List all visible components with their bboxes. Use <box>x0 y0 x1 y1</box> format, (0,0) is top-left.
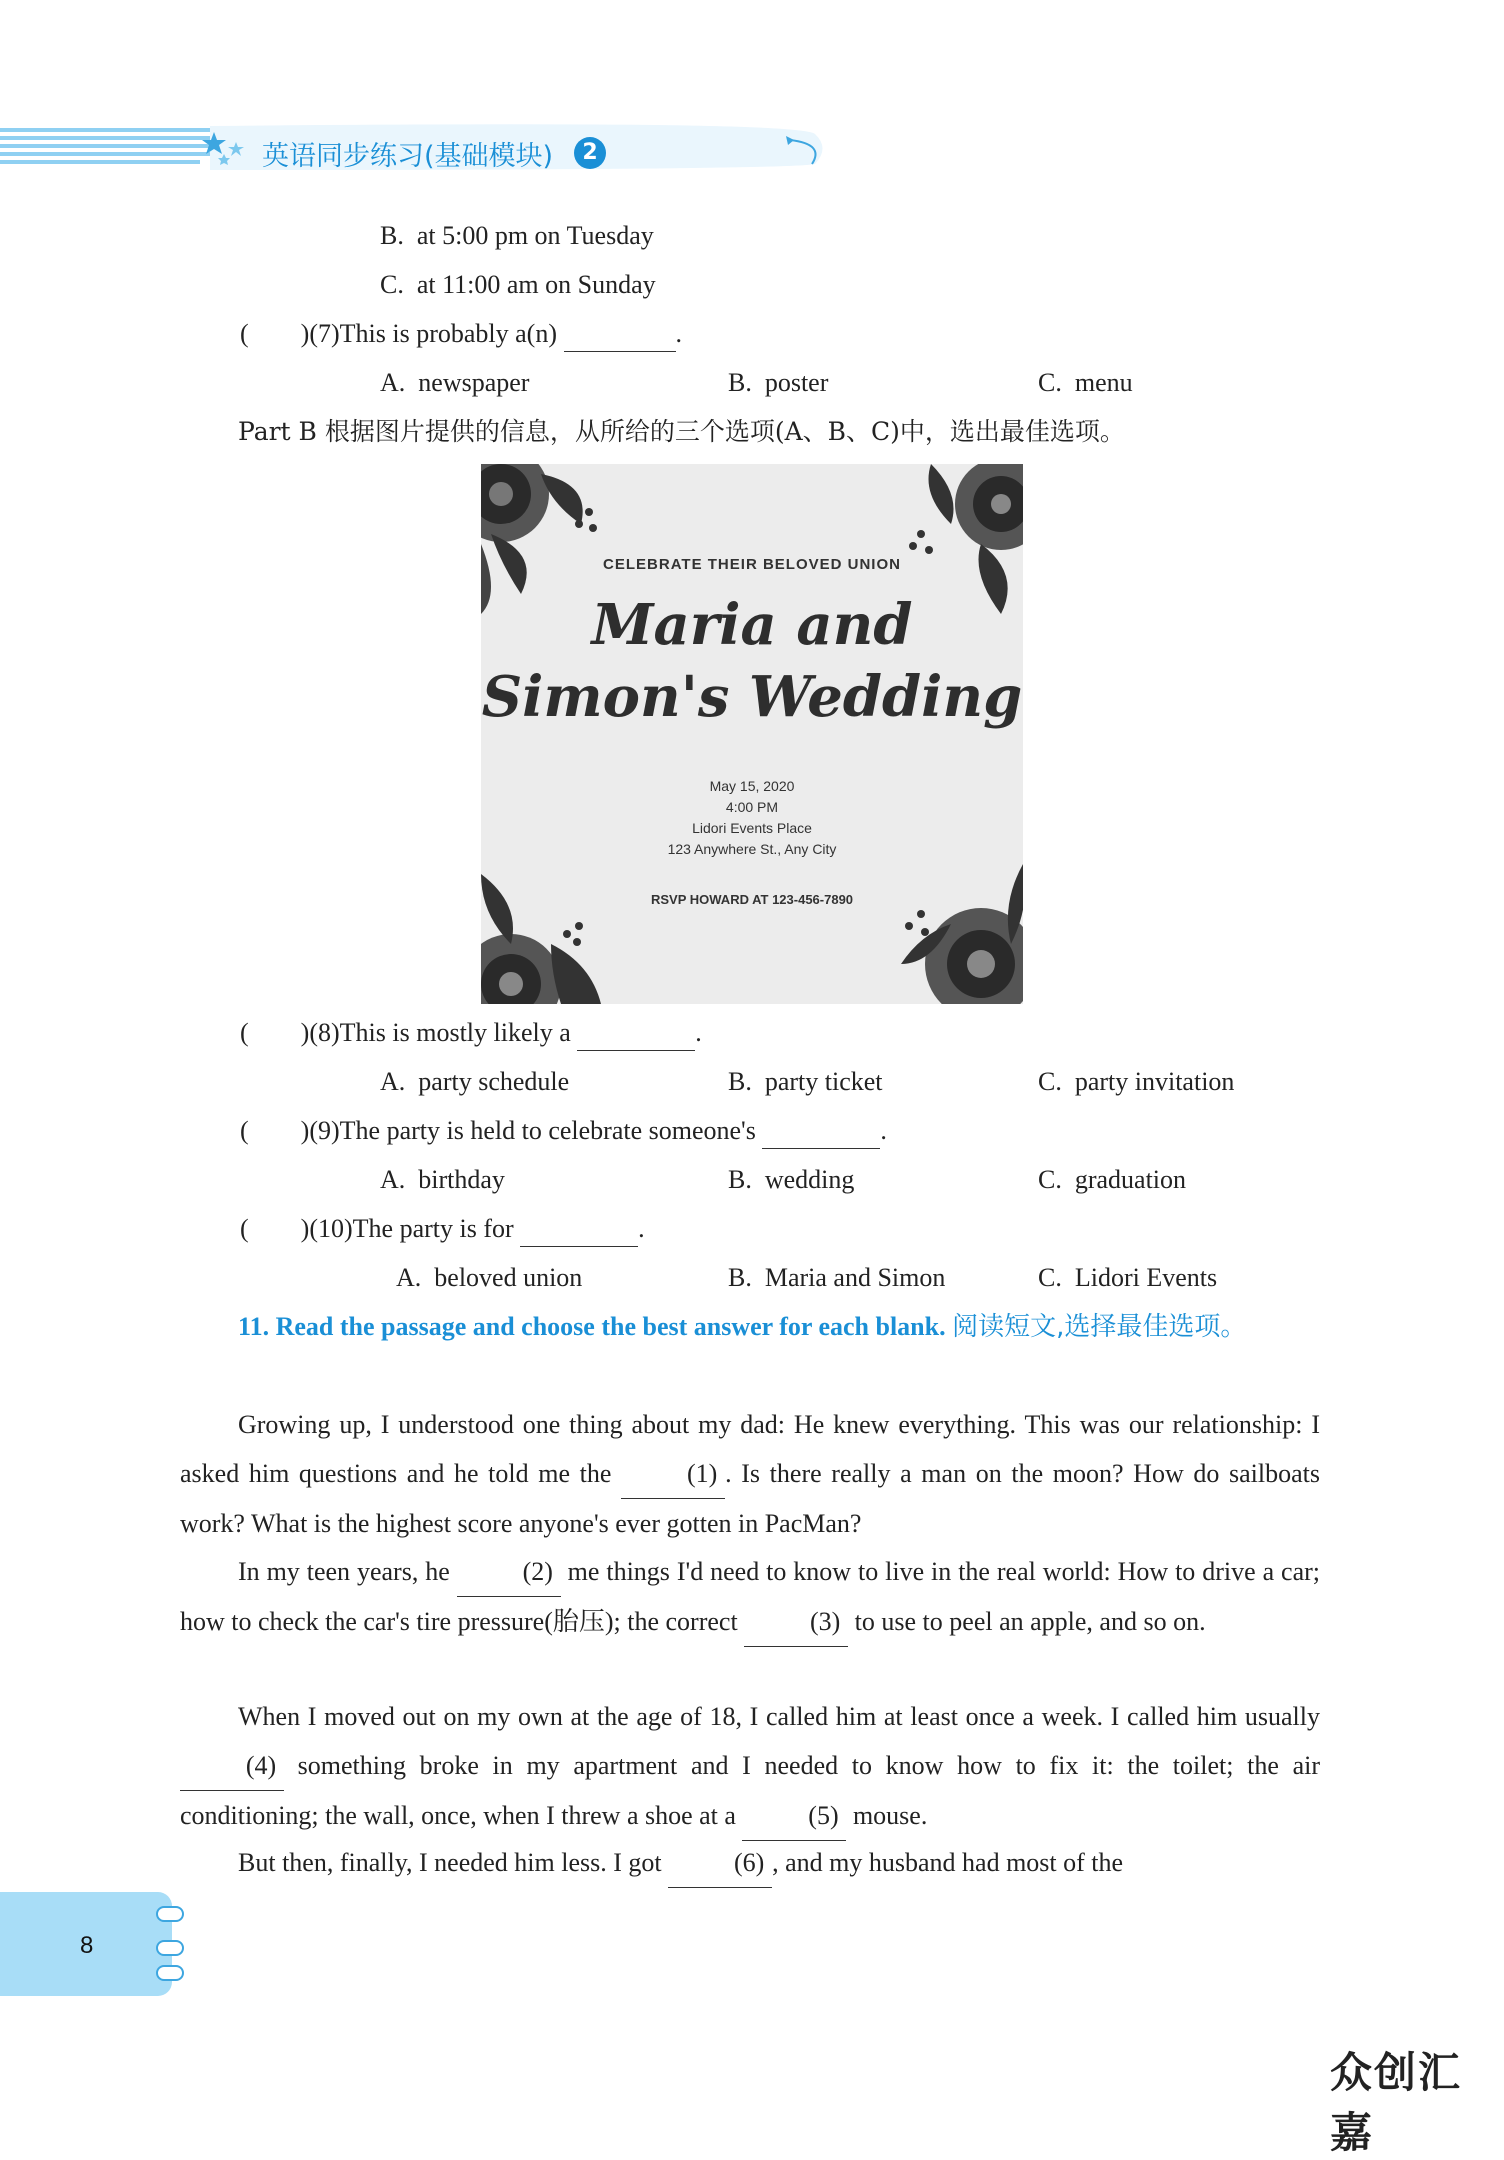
watermark: 众创汇嘉 <box>1330 2048 1463 2157</box>
binder-ring-icon <box>156 1965 184 1981</box>
floral-decoration <box>481 464 1023 1004</box>
blank-5: (5) <box>742 1791 846 1841</box>
passage-paragraph-3: When I moved out on my own at the age of 18, I called him at least once a week. I called him usually (4) something broke in my apartment and I needed to know how to fix it: the toilet; the air conditioning; the wall, once, when I threw a shoe at a (5) mouse. <box>180 1692 1320 1841</box>
binder-ring-icon <box>156 1940 184 1956</box>
q8-option-c: C. party invitation <box>1038 1067 1235 1096</box>
part-b-instruction: Part B 根据图片提供的信息，从所给的三个选项(A、B、C)中，选出最佳选项。 <box>238 417 1125 446</box>
answer-paren: ( ) <box>240 1116 310 1145</box>
answer-paren: ( ) <box>240 319 310 348</box>
wedding-invitation-image <box>481 464 1023 1004</box>
blank-3: (3) <box>744 1597 848 1647</box>
question-number: (10) <box>309 1214 353 1243</box>
question-text: The party is for <box>352 1214 514 1243</box>
question-text: This is probably a(n) <box>339 319 557 348</box>
invitation-heading: CELEBRATE THEIR BELOVED UNION <box>603 556 901 573</box>
question-8: ( )(8)This is mostly likely a . <box>240 1016 702 1051</box>
q9-option-b: B. wedding <box>728 1165 855 1194</box>
page-number: 8 <box>80 1932 94 1959</box>
passage-paragraph-1: Growing up, I understood one thing about my dad: He knew everything. This was our relationship: I asked him questions and he told me the (1) . Is there really a man on the moon? How do sailboats work? What is the highest score anyone's ever gotten in PacMan? <box>180 1410 1321 1538</box>
blank-2: (2) <box>457 1547 561 1597</box>
question-number: (8) <box>309 1018 340 1047</box>
question-9: ( )(9)The party is held to celebrate someone's . <box>240 1114 887 1149</box>
section-instruction-zh: 阅读短文,选择最佳选项。 <box>952 1312 1247 1342</box>
question-text: This is mostly likely a <box>339 1018 571 1047</box>
q7-option-b: B. poster <box>728 368 829 397</box>
q9-option-a: A. birthday <box>380 1165 505 1194</box>
question-10: ( )(10)The party is for . <box>240 1212 645 1247</box>
q8-option-a: A. party schedule <box>380 1067 570 1096</box>
option-b-prev: B. at 5:00 pm on Tuesday <box>380 221 654 250</box>
invitation-names-line2: Simon's Wedding <box>481 664 1023 730</box>
binder-ring-icon <box>156 1906 184 1922</box>
invitation-names-line1: Maria and <box>591 592 913 658</box>
invitation-place: Lidori Events Place <box>692 820 812 836</box>
star-icon <box>200 128 250 168</box>
answer-paren: ( ) <box>240 1214 310 1243</box>
answer-paren: ( ) <box>240 1018 310 1047</box>
q10-option-c: C. Lidori Events <box>1038 1263 1218 1292</box>
q10-option-a: A. beloved union <box>396 1263 583 1292</box>
invitation-address: 123 Anywhere St., Any City <box>667 841 837 857</box>
section-number: 11. <box>238 1312 270 1341</box>
question-7: ( )(7)This is probably a(n) . <box>240 317 682 352</box>
question-number: (7) <box>309 319 340 348</box>
q9-option-c: C. graduation <box>1038 1165 1187 1194</box>
section-11-instruction <box>180 1302 1320 1352</box>
volume-badge: 2 <box>574 137 606 169</box>
passage-paragraph-2: In my teen years, he (2) me things I'd need to know to live in the real world: How to drive a car; how to check the car's tire pressure(胎压); the correct (3) to use to peel an apple, and so on. <box>180 1547 1320 1647</box>
invitation-date: May 15, 2020 <box>709 778 795 794</box>
blank-6: (6) <box>668 1838 772 1888</box>
q8-option-b: B. party ticket <box>728 1067 883 1096</box>
q7-option-a: A. newspaper <box>380 368 530 397</box>
book-title: 英语同步练习(基础模块) <box>262 141 554 172</box>
option-c-prev: C. at 11:00 am on Sunday <box>380 270 656 299</box>
section-instruction-en: Read the passage and choose the best answer for each blank. <box>275 1312 946 1341</box>
question-text: The party is held to celebrate someone's <box>339 1116 756 1145</box>
invitation-rsvp: RSVP HOWARD AT 123-456-7890 <box>650 892 854 907</box>
passage-paragraph-4: But then, finally, I needed him less. I got (6) , and my husband had most of the <box>180 1838 1320 1888</box>
invitation-time: 4:00 PM <box>725 799 779 815</box>
blank-1: (1) <box>621 1449 725 1499</box>
q7-option-c: C. menu <box>1038 368 1133 397</box>
q10-option-b: B. Maria and Simon <box>728 1263 946 1292</box>
blank-4: (4) <box>180 1741 284 1791</box>
question-number: (9) <box>309 1116 340 1145</box>
